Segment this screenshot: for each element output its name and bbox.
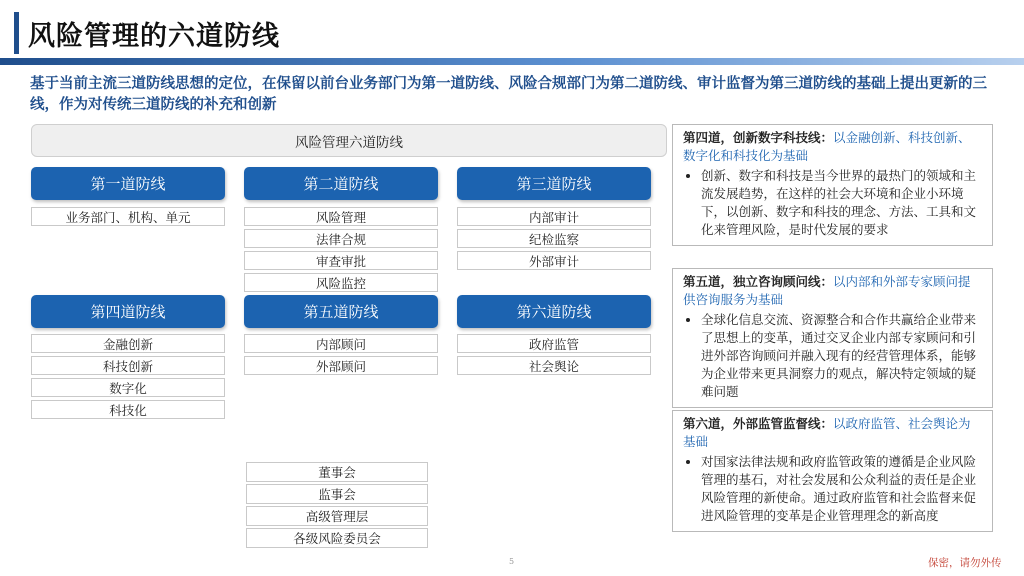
page-number: 5 [509, 557, 515, 566]
line4-item: 数字化 [31, 378, 225, 397]
card-heading [683, 273, 982, 309]
line4-item: 科技创新 [31, 356, 225, 375]
line2-item: 风险监控 [244, 273, 438, 292]
line6-item: 政府监管 [457, 334, 651, 353]
line2-item: 审查审批 [244, 251, 438, 270]
line-head-5: 第五道防线 [244, 295, 438, 328]
line1-item: 业务部门、机构、单元 [31, 207, 225, 226]
card-line-6 [672, 410, 993, 532]
card-bullet: • 全球化信息交流、资源整合和合作共赢给企业带来了思想上的变革，通过交叉企业内部专家顾问和引进外部咨询顾问并融入现有的经营管理体系，能够为企业带来更具洞察力的观点，解决特定领域的疑难问题 [701, 311, 982, 401]
card-heading-label: 第四道，创新数字科技线： [683, 130, 834, 145]
line2-item: 风险管理 [244, 207, 438, 226]
confidential-note: 保密，请勿外传 [928, 557, 1002, 569]
card-heading-basis: 以内部和外部专家顾问提供咨询服务为基础 [683, 274, 971, 307]
card-line-5 [672, 268, 993, 408]
line3-item: 纪检监察 [457, 229, 651, 248]
governance-item: 监事会 [246, 484, 428, 504]
line5-item: 内部顾问 [244, 334, 438, 353]
line-head-4: 第四道防线 [31, 295, 225, 328]
card-bullet: • 创新、数字和科技是当今世界的最热门的领域和主流发展趋势，在这样的社会大环境和企业小环境下，以创新、数字和科技的理念、方法、工具和文化来管理风险，是时代发展的要求 [701, 167, 982, 239]
governance-item: 高级管理层 [246, 506, 428, 526]
line3-item: 外部审计 [457, 251, 651, 270]
card-heading-label: 第六道，外部监管监督线： [683, 416, 834, 431]
card-heading-label: 第五道，独立咨询顾问线： [683, 274, 834, 289]
card-line-4 [672, 124, 993, 246]
governance-item: 各级风险委员会 [246, 528, 428, 548]
line-head-1: 第一道防线 [31, 167, 225, 200]
line4-item: 科技化 [31, 400, 225, 419]
line6-item: 社会舆论 [457, 356, 651, 375]
intro-text: 基于当前主流三道防线思想的定位，在保留以前台业务部门为第一道防线、风险合规部门为第二道防线、审计监督为第三道防线的基础上提出更新的三线，作为对传统三道防线的补充和创新 [30, 75, 987, 113]
card-heading [683, 415, 982, 451]
card-heading-basis: 以金融创新、科技创新、数字化和科技化为基础 [683, 130, 971, 163]
line-head-6: 第六道防线 [457, 295, 651, 328]
title-divider [0, 58, 1024, 65]
overview-banner: 风险管理六道防线 [31, 124, 667, 157]
card-heading [683, 129, 982, 165]
governance-item: 董事会 [246, 462, 428, 482]
line2-item: 法律合规 [244, 229, 438, 248]
card-heading-basis: 以政府监管、社会舆论为基础 [683, 416, 971, 449]
title-accent-bar [14, 12, 19, 54]
line-head-2: 第二道防线 [244, 167, 438, 200]
line5-item: 外部顾问 [244, 356, 438, 375]
line-head-3: 第三道防线 [457, 167, 651, 200]
line4-item: 金融创新 [31, 334, 225, 353]
page-title: 风险管理的六道防线 [28, 21, 280, 52]
card-bullet: • 对国家法律法规和政府监管政策的遵循是企业风险管理的基石，对社会发展和公众利益的责任是企业风险管理的新使命。通过政府监管和社会监督来促进风险管理的变革是企业管理理念的新高度 [701, 453, 982, 525]
line3-item: 内部审计 [457, 207, 651, 226]
